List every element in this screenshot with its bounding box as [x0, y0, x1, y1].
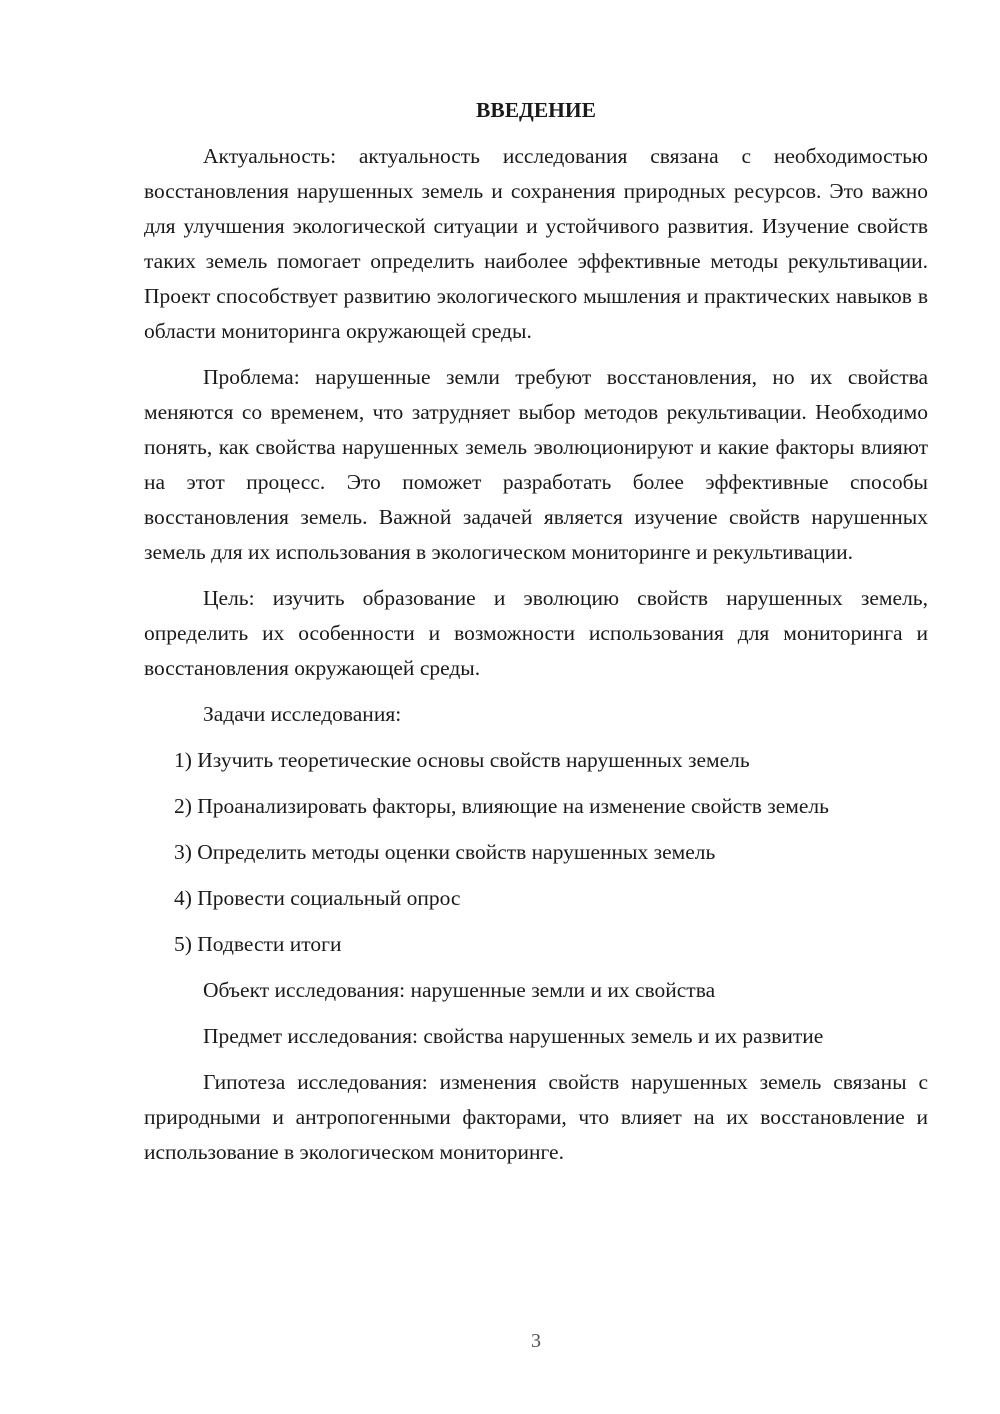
object-paragraph: Объект исследования: нарушенные земли и их свойства	[203, 978, 716, 1002]
list-item: 5) Подвести итоги	[174, 932, 342, 956]
list-item: 3) Определить методы оценки свойств нарушенных земель	[174, 840, 716, 864]
list-item: 2) Проанализировать факторы, влияющие на изменение свойств земель	[174, 794, 829, 818]
tasks-list	[144, 743, 928, 962]
subject-paragraph: Предмет исследования: свойства нарушенных земель и их развитие	[203, 1024, 824, 1048]
relevance-paragraph: Актуальность: актуальность исследования связана с необходимостью восстановления нарушенных земель и сохранения природных ресурсов. Это важно для улучшения экологической ситуации и устойчивого развития. Изучение свойств таких земель помогает определить наиболее эффективные методы рекультивации. Проект способствует развитию экологического мышления и практических навыков в области мониторинга окружающей среды.	[144, 144, 928, 343]
page-title: ВВЕДЕНИЕ	[476, 98, 596, 122]
page-number: 3	[531, 1330, 541, 1352]
tasks-heading: Задачи исследования:	[203, 702, 402, 726]
list-item: 1) Изучить теоретические основы свойств нарушенных земель	[174, 748, 750, 772]
problem-paragraph: Проблема: нарушенные земли требуют восстановления, но их свойства меняются со временем, что затрудняет выбор методов рекультивации. Необходимо понять, как свойства нарушенных земель эволюционируют и какие факторы влияют на этот процесс. Это поможет разработать более эффективные способы восстановления земель. Важной задачей является изучение свойств нарушенных земель для их использования в экологическом мониторинге и рекультивации.	[144, 365, 928, 564]
hypothesis-paragraph: Гипотеза исследования: изменения свойств нарушенных земель связаны с природными и антропогенными факторами, что влияет на их восстановление и использование в экологическом мониторинге.	[144, 1070, 928, 1164]
list-item: 4) Провести социальный опрос	[174, 886, 461, 910]
goal-paragraph: Цель: изучить образование и эволюцию свойств нарушенных земель, определить их особенности и возможности использования для мониторинга и восстановления окружающей среды.	[144, 586, 928, 680]
document-page	[144, 93, 928, 1181]
